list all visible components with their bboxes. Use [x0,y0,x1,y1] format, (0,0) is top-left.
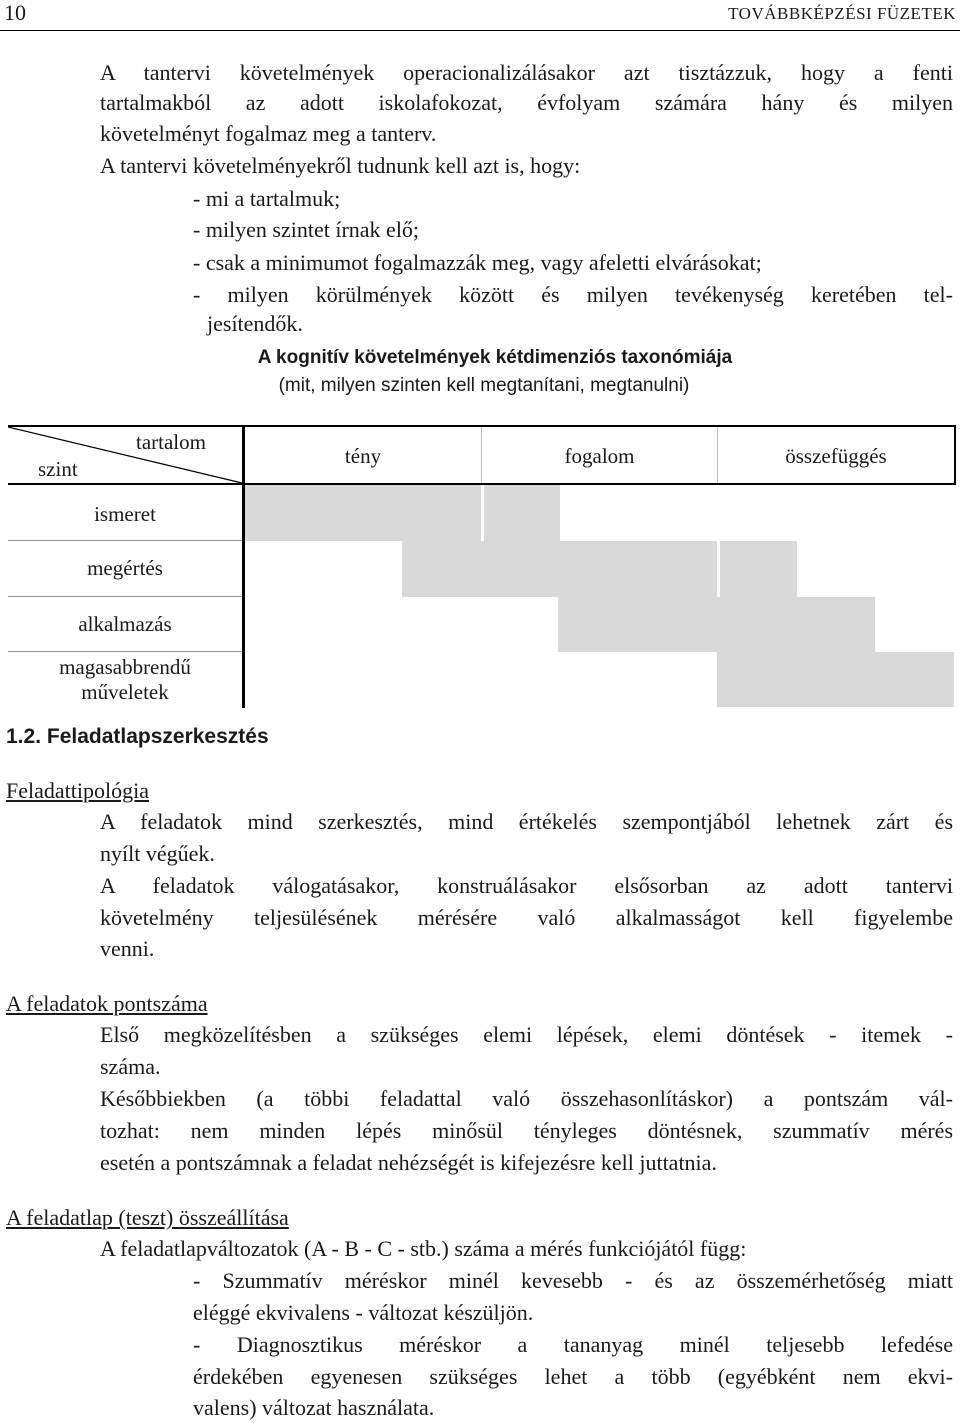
typology-p1-line-2: nyílt végűek. [100,841,215,866]
row-label-megertes: megértés [87,556,163,580]
intro-line-2: tartalmakból az adott iskolafokozat, évfolyam számára hány és milyen [100,90,953,115]
points-p2-line-3: esetén a pontszámnak a feladat nehézségét is kifejezésre kell juttatnia. [100,1150,717,1175]
intro-bullet-2: - milyen szintet írnak elő; [193,217,420,242]
shade-magasabbrendu [717,652,954,707]
col-header-osszefugges: összefüggés [785,444,887,468]
points-p2-line-1: Későbbiekben (a többi feladattal való összehasonlításkor) a pontszám vál- [100,1086,953,1111]
row-divider-2 [8,596,242,597]
intro-bullet-3: - csak a minimumot fogalmazzák meg, vagy afeletti elvárásokat; [193,250,762,275]
row-label-ismeret: ismeret [94,502,156,526]
corner-label-szint: szint [38,457,78,481]
cell-gap-1 [481,485,484,541]
points-p1-line-2: száma. [100,1054,161,1079]
assembly-item2-line-3: valens) változat használata. [193,1395,435,1420]
intro-bullet-4-cont: jesítendők. [207,311,303,336]
intro-bullet-1: - mi a tartalmuk; [193,186,341,211]
taxonomy-caption: A kognitív követelmények kétdimenziós taxonómiája [257,347,733,368]
shade-megertes [402,541,797,597]
page-header [0,0,960,31]
col-header-fogalom: fogalom [564,444,635,468]
assembly-item1-line-1: - Szummatív méréskor minél kevesebb - és az összemérhetőség miatt [193,1268,953,1293]
col-header-teny: tény [344,444,382,468]
assembly-title: A feladatlap (teszt) összeállítása [6,1205,289,1230]
typology-p2-line-1: A feladatok válogatásakor, konstruálásakor elsősorban az adott tantervi [100,873,953,898]
running-title: TOVÁBBKÉPZÉSI FÜZETEK [728,4,956,23]
typology-title: Feladattipológia [6,778,149,803]
row-divider-1 [8,540,242,541]
row-divider-3 [8,651,242,652]
points-title: A feladatok pontszáma [6,991,208,1016]
shade-ismeret [245,485,560,541]
typology-p2-line-2: követelmény teljesülésének mérésére való alkalmasságot kell figyelembe [100,905,953,930]
table-right-border [954,425,956,485]
row-label-alkalmazas: alkalmazás [78,612,172,636]
cell-gap-2 [717,541,720,597]
assembly-item1-line-2: eléggé ekvivalens - változat készüljön. [193,1300,534,1325]
row-label-muveletek: műveletek [81,680,169,704]
intro-line-1: A tantervi követelmények operacionalizálásakor azt tisztázzuk, hogy a fenti [100,60,953,85]
typology-p1-line-1: A feladatok mind szerkesztés, mind értékelés szempontjából lehetnek zárt és [100,809,953,834]
points-p2-line-2: tozhat: nem minden lépés minősül tényleges döntésnek, szummatív mérés [100,1118,953,1143]
assembly-p1: A feladatlapváltozatok (A - B - C - stb.) száma a mérés funkciójától függ: [100,1236,747,1261]
points-p1-line-1: Első megközelítésben a szükséges elemi lépések, elemi döntések - itemek - [100,1022,953,1047]
corner-label-tartalom: tartalom [136,430,206,454]
page-number: 10 [4,0,26,25]
assembly-item2-line-1: - Diagnosztikus méréskor a tananyag minél teljesebb lefedése [193,1332,953,1357]
assembly-item2-line-2: érdekében egyenesen szükséges lehet a több (egyébként nem ekvi- [193,1364,953,1389]
typology-p2-line-3: venni. [100,936,155,961]
taxonomy-subcaption: (mit, milyen szinten kell megtanítani, megtanulni) [278,375,690,396]
intro-bullet-4: - milyen körülmények között és milyen tevékenység keretében tel- [193,282,953,307]
section-heading: 1.2. Feladatlapszerkesztés [6,725,269,748]
intro-line-3: követelményt fogalmaz meg a tanterv. [100,121,437,146]
shade-alkalmazas [558,597,875,652]
intro-question: A tantervi követelményekről tudnunk kell azt is, hogy: [100,153,581,178]
row-label-magasabbrendu: magasabbrendű [59,655,191,679]
